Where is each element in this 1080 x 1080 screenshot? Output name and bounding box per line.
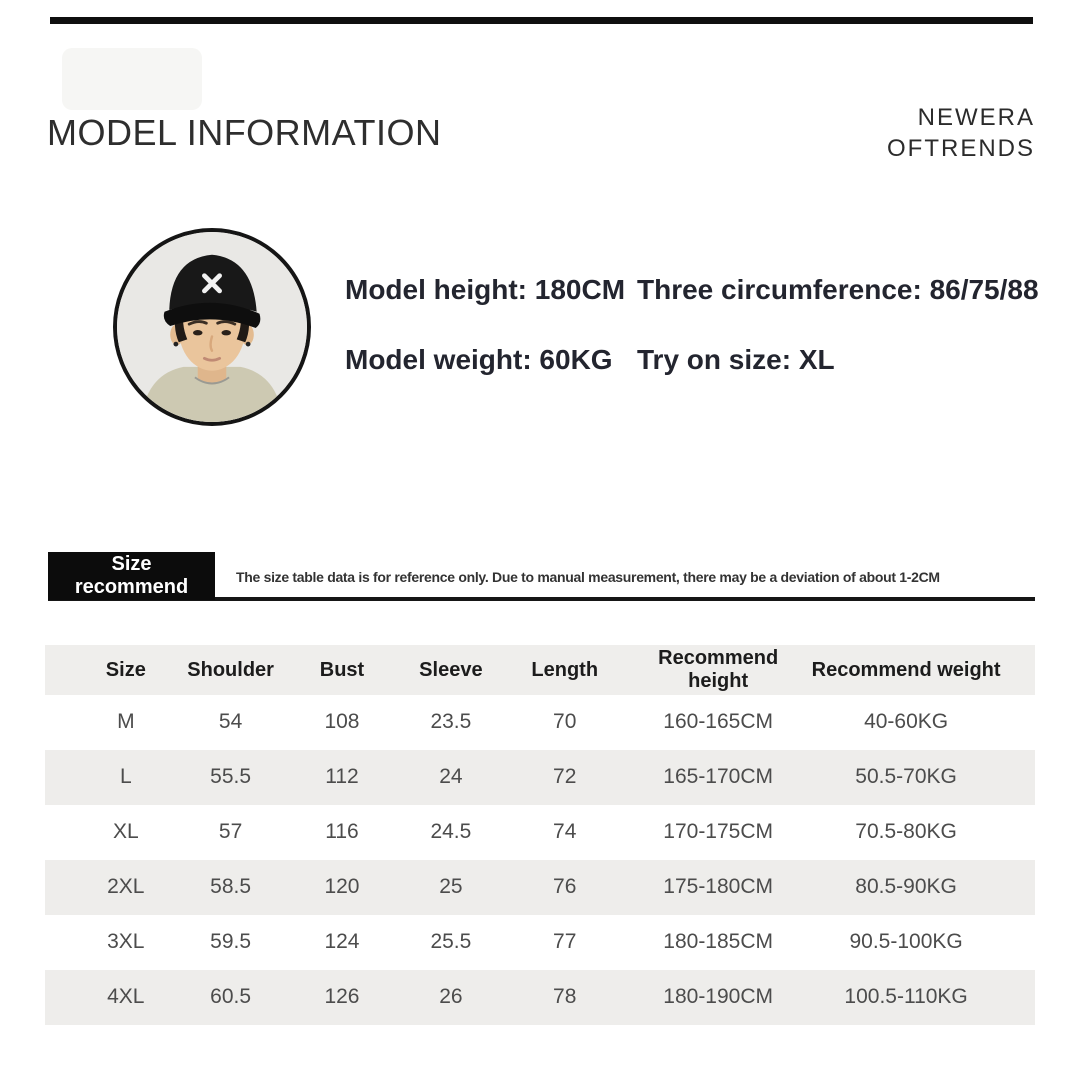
table-cell: 54 (218, 710, 243, 734)
table-cell: 78 (553, 985, 577, 1009)
table-cell: 108 (324, 710, 360, 734)
faded-watermark (62, 48, 202, 110)
table-header-row (45, 645, 1035, 695)
col-header-sleeve: Sleeve (419, 658, 483, 681)
table-row (45, 750, 1035, 805)
table-cell: 100.5-110KG (844, 985, 968, 1009)
table-row (45, 970, 1035, 1025)
table-cell: 165-170CM (663, 765, 774, 789)
table-cell: 24.5 (430, 820, 472, 844)
table-cell: 2XL (107, 875, 145, 899)
badge-line2: recommend (74, 576, 189, 598)
col-header-length: Length (531, 658, 599, 681)
table-cell: 26 (439, 985, 463, 1009)
table-cell: 116 (325, 820, 359, 844)
table-cell: 112 (325, 765, 359, 789)
col-header-recommend-weight: Recommend weight (811, 658, 1001, 681)
table-row (45, 805, 1035, 860)
col-header-shoulder: Shoulder (187, 658, 274, 681)
table-cell: L (119, 765, 132, 789)
table-cell: 70.5-80KG (855, 820, 957, 844)
model-photo (113, 228, 311, 426)
table-cell: 90.5-100KG (849, 930, 963, 954)
table-cell: XL (112, 820, 139, 844)
col-header-bust: Bust (319, 658, 365, 681)
table-cell: 24 (439, 765, 463, 789)
table-cell: 74 (553, 820, 577, 844)
table-cell: 126 (324, 985, 360, 1009)
size-table (45, 645, 1035, 1025)
table-cell: 25.5 (430, 930, 472, 954)
table-row (45, 915, 1035, 970)
table-cell: 40-60KG (864, 710, 949, 734)
col-header-recommend-height: Recommend height (658, 647, 779, 692)
table-cell: 3XL (107, 930, 145, 954)
size-recommend-badge (48, 552, 215, 600)
table-cell: 25 (439, 875, 463, 899)
model-circumference-stat: Three circumference: 86/75/88 (637, 274, 1039, 305)
table-cell: 77 (553, 930, 577, 954)
table-row (45, 695, 1035, 750)
table-cell: 124 (324, 930, 360, 954)
table-row (45, 860, 1035, 915)
col-header-size: Size (105, 658, 146, 681)
page-title: MODEL INFORMATION (47, 112, 442, 153)
badge-line1: Size (111, 553, 152, 575)
table-cell: 80.5-90KG (855, 875, 957, 899)
table-cell: 160-165CM (663, 710, 774, 734)
table-cell: 58.5 (210, 875, 252, 899)
table-cell: 175-180CM (663, 875, 774, 899)
table-cell: M (117, 710, 135, 734)
table-cell: 60.5 (210, 985, 252, 1009)
table-cell: 70 (553, 710, 577, 734)
table-cell: 50.5-70KG (855, 765, 957, 789)
model-weight-stat: Model weight: 60KG (345, 344, 613, 375)
size-disclaimer: The size table data is for reference only. Due to manual measurement, there may be a deviation of about 1-2CM (236, 569, 940, 585)
table-cell: 180-190CM (663, 985, 774, 1009)
table-cell: 4XL (107, 985, 145, 1009)
table-cell: 72 (553, 765, 577, 789)
table-cell: 23.5 (430, 710, 472, 734)
brand-line1: NEWERA (917, 104, 1035, 131)
top-divider-bar (50, 17, 1033, 24)
table-cell: 170-175CM (663, 820, 774, 844)
table-cell: 55.5 (210, 765, 252, 789)
table-cell: 59.5 (210, 930, 252, 954)
model-height-stat: Model height: 180CM (345, 274, 626, 305)
table-cell: 120 (324, 875, 360, 899)
brand-line2: OFTRENDS (887, 135, 1035, 162)
brand-logo-text (887, 102, 1035, 164)
table-cell: 76 (553, 875, 577, 899)
try-on-size-stat: Try on size: XL (637, 344, 835, 375)
model-avatar-illustration (117, 232, 307, 422)
table-cell: 180-185CM (663, 930, 774, 954)
table-cell: 57 (218, 820, 243, 844)
